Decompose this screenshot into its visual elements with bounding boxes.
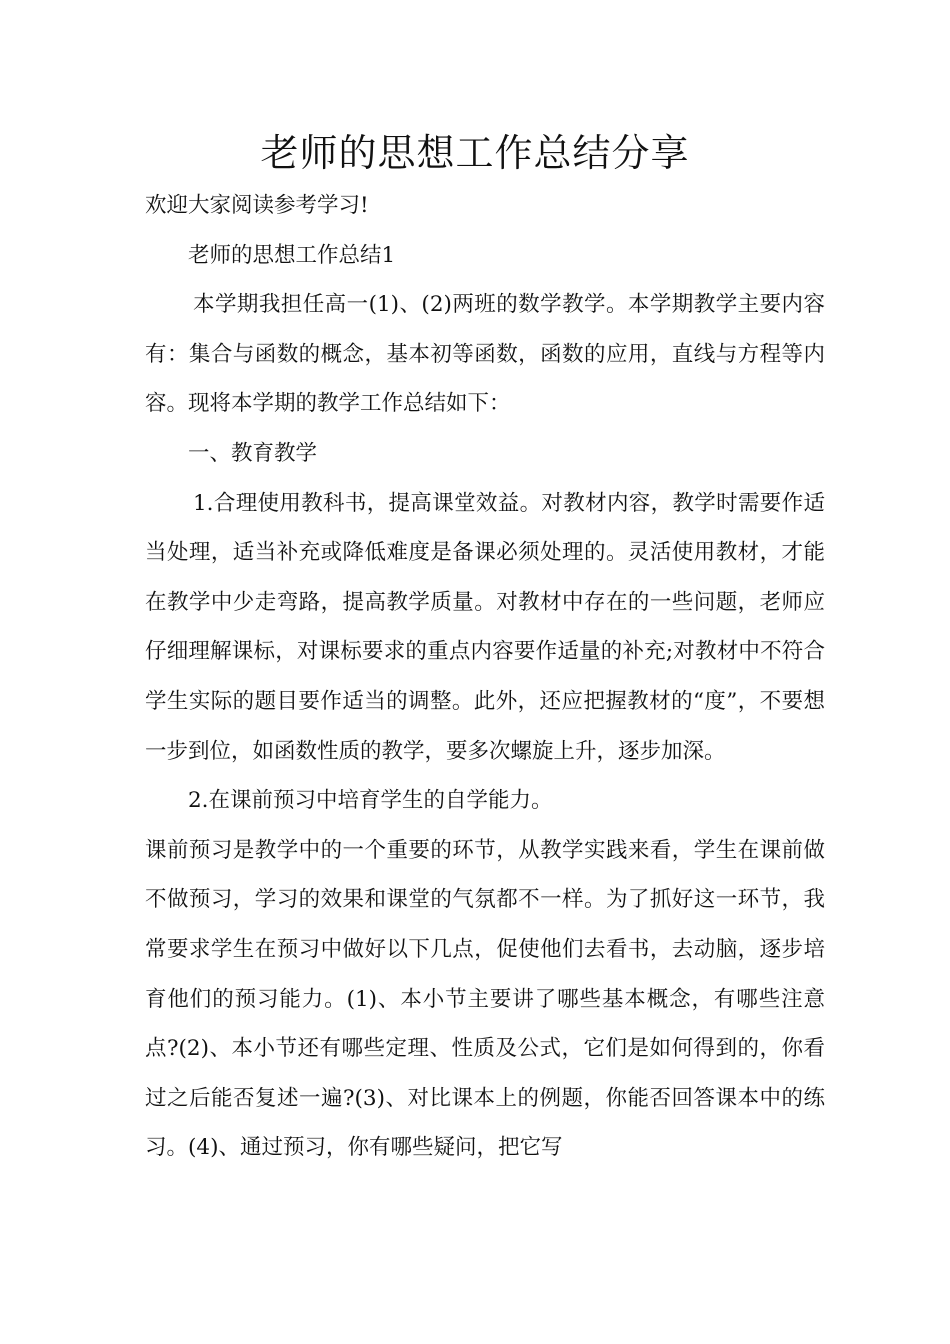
body-paragraph: 本学期我担任高一(1)、(2)两班的数学教学。本学期教学主要内容有：集合与函数的概念，基本初等函数，函数的应用，直线与方程等内容。现将本学期的教学工作总结如下： xyxy=(145,292,825,417)
intro-line: 欢迎大家阅读参考学习! xyxy=(145,193,369,218)
section-heading: 老师的思想工作总结1 xyxy=(188,242,396,268)
body-paragraph: 课前预习是教学中的一个重要的环节，从教学实践来看，学生在课前做不做预习，学习的效果和课堂的气氛都不一样。为了抓好这一环节，我常要求学生在预习中做好以下几点，促使他们去看书，去动脑，逐步培育他们的预习能力。(1)、本小节主要讲了哪些基本概念，有哪些注意点?(2)、本小节还有哪些定理、性质及公式，它们是如何得到的，你看过之后能否复述一遍?(3)、对比课本上的例题，你能否回答课本中的练习。(4)、通过预习，你有哪些疑问，把它写 xyxy=(145,837,825,1161)
document-body xyxy=(145,181,825,1173)
body-paragraph: 1.合理使用教科书，提高课堂效益。对教材内容，教学时需要作适当处理，适当补充或降低难度是备课必须处理的。灵活使用教材，才能在教学中少走弯路，提高教学质量。对教材中存在的一些问题，老师应仔细理解课标，对课标要求的重点内容要作适量的补充;对教材中不符合学生实际的题目要作适当的调整。此外，还应把握教材的“度”，不要想一步到位，如函数性质的教学，要多次螺旋上升，逐步加深。 xyxy=(145,490,825,764)
subsection-heading: 一、教育教学 xyxy=(188,440,318,466)
point-heading: 2.在课前预习中培育学生的自学能力。 xyxy=(188,788,553,814)
document-title: 老师的思想工作总结分享 xyxy=(260,131,690,175)
